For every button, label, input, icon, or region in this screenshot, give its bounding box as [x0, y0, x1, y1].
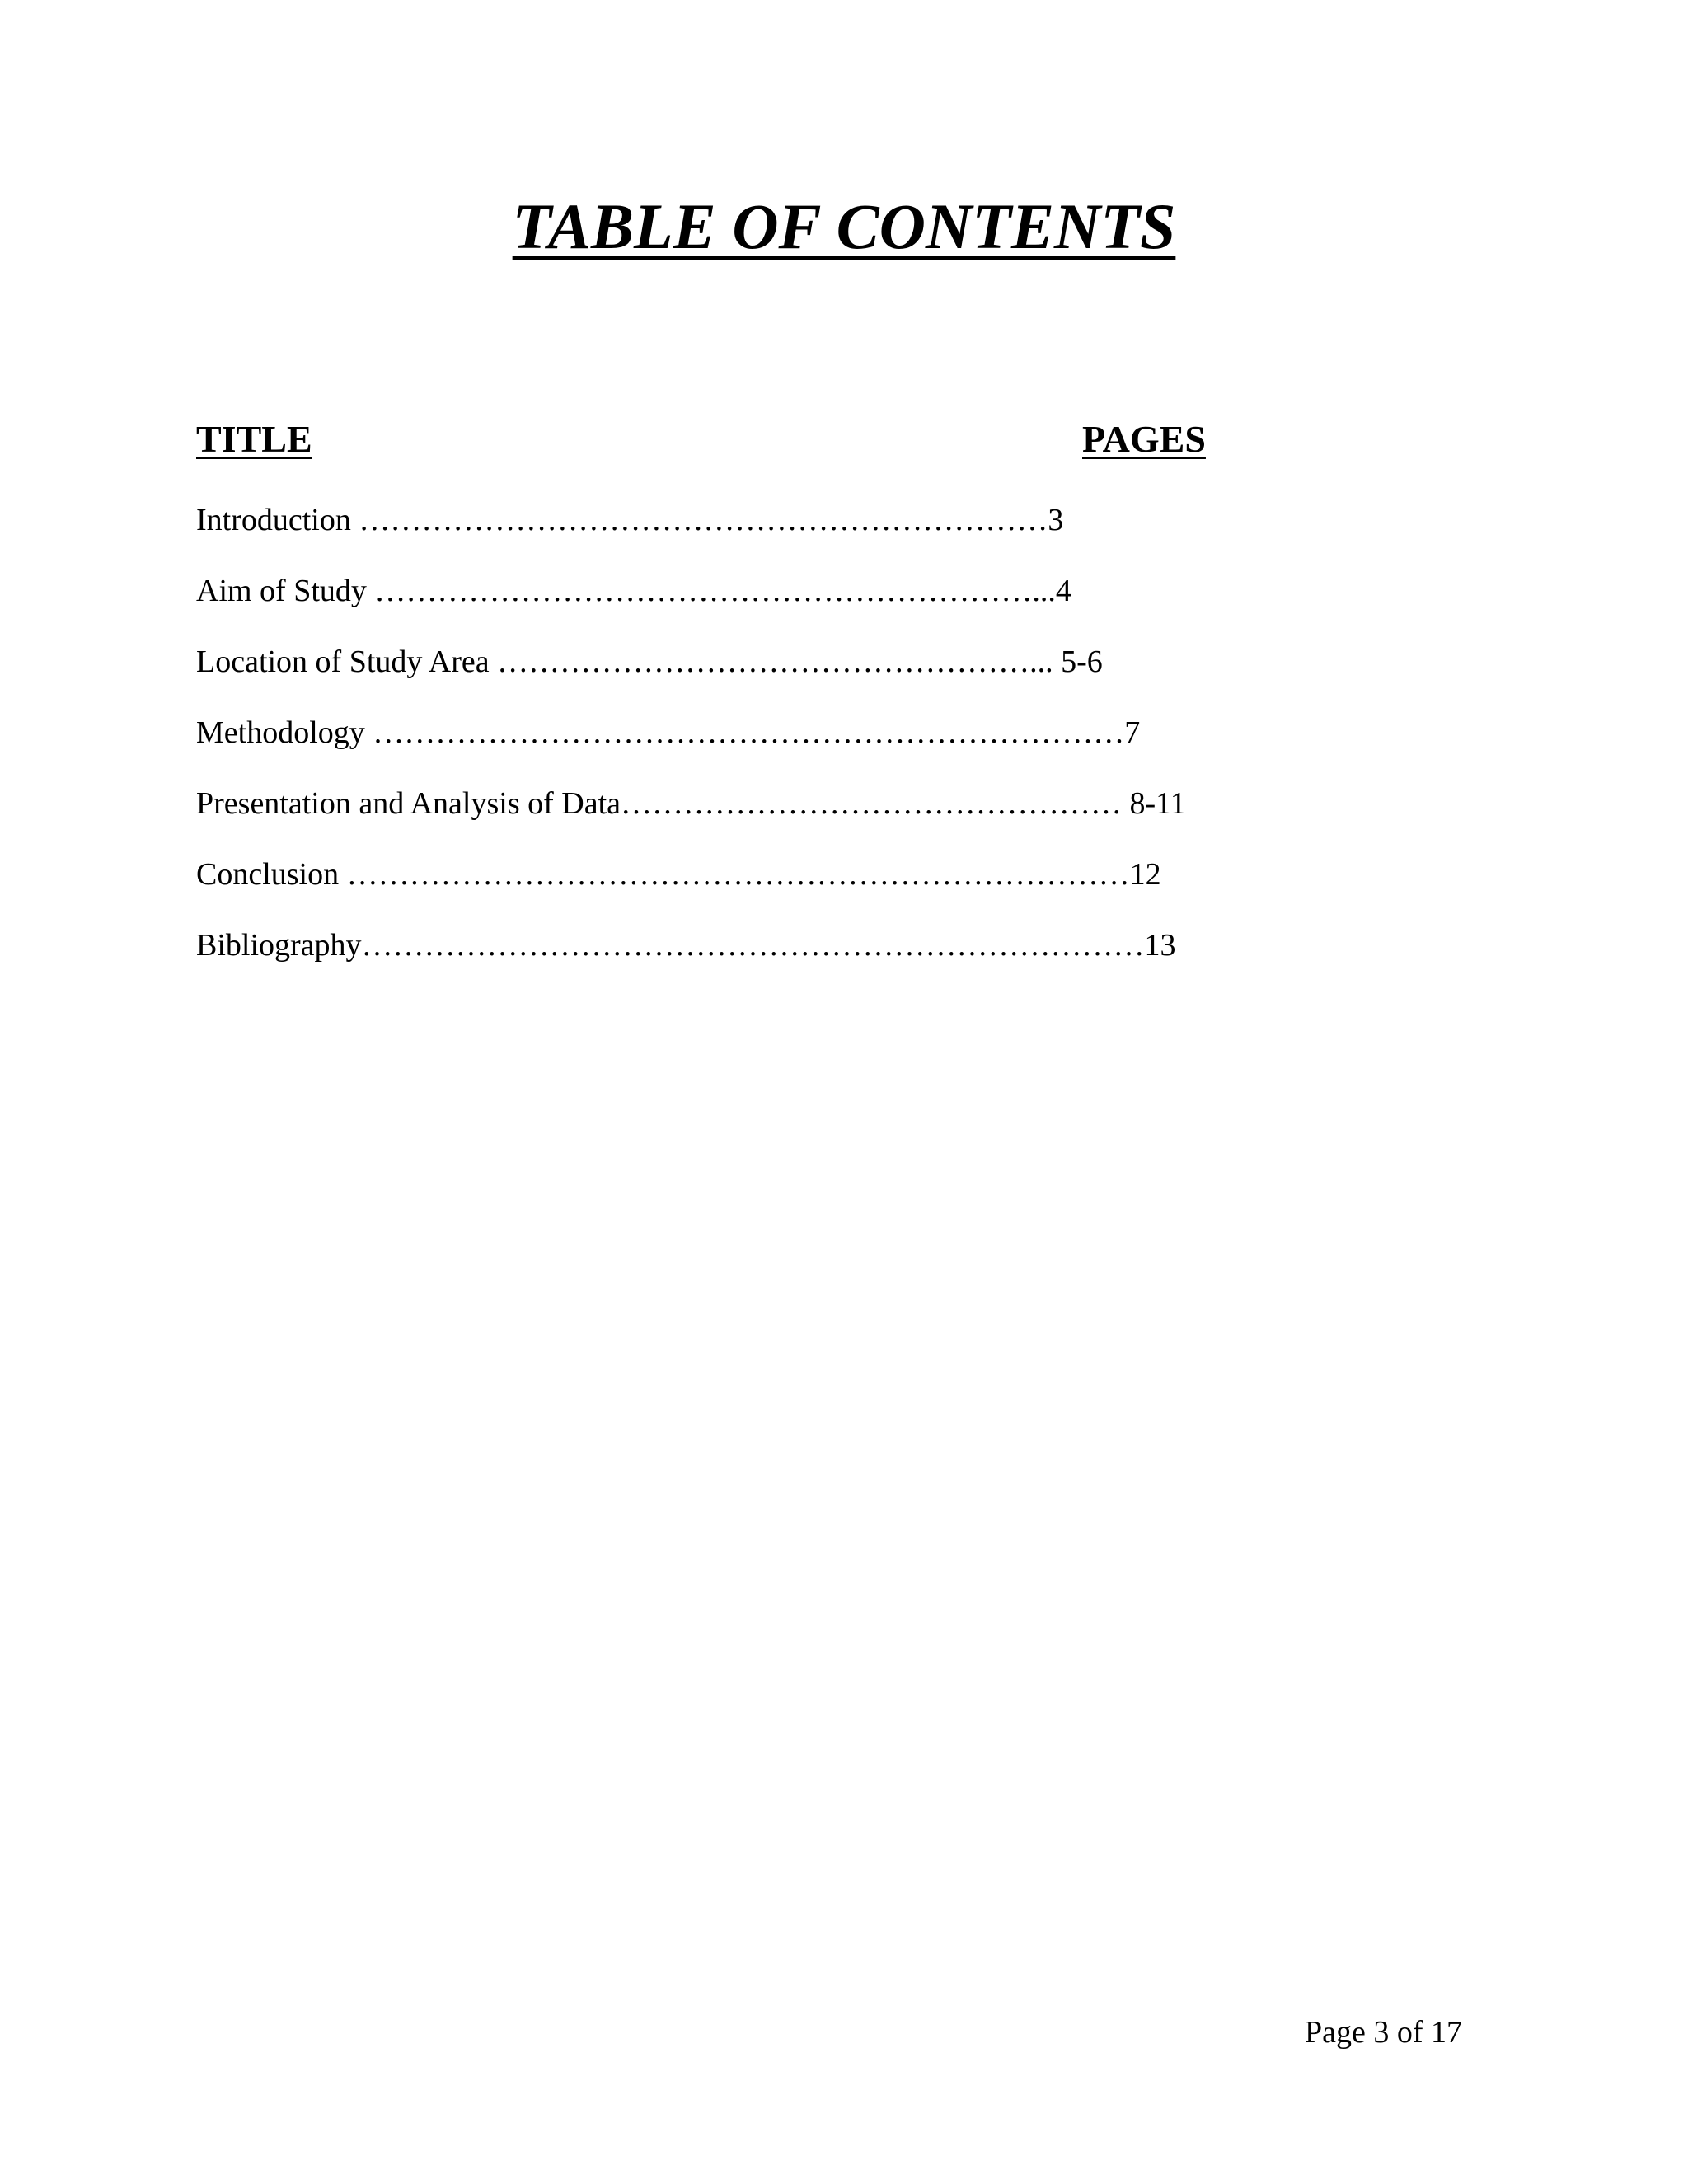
toc-entry-aim-of-study: Aim of Study ………………………………………………………...4 [196, 574, 1071, 608]
toc-entry-introduction: Introduction …………………………………………………………3 [196, 503, 1064, 537]
toc-list [196, 494, 1186, 991]
toc-entry-conclusion: Conclusion …………………………………………………………………12 [196, 857, 1161, 892]
toc-entry-location-of-study-area: Location of Study Area ……………………………………………... 5-6 [196, 644, 1103, 679]
column-header-pages: PAGES [1082, 418, 1206, 460]
page-number-footer: Page 3 of 17 [1305, 2015, 1463, 2050]
toc-entry-bibliography: Bibliography…………………………………………………………………13 [196, 928, 1176, 963]
toc-entry-methodology: Methodology ………………………………………………………………7 [196, 715, 1141, 750]
column-header-title: TITLE [196, 418, 312, 460]
page-title: TABLE OF CONTENTS [512, 190, 1176, 262]
toc-entry-presentation-and-analysis: Presentation and Analysis of Data………………………………………… 8-11 [196, 786, 1186, 821]
